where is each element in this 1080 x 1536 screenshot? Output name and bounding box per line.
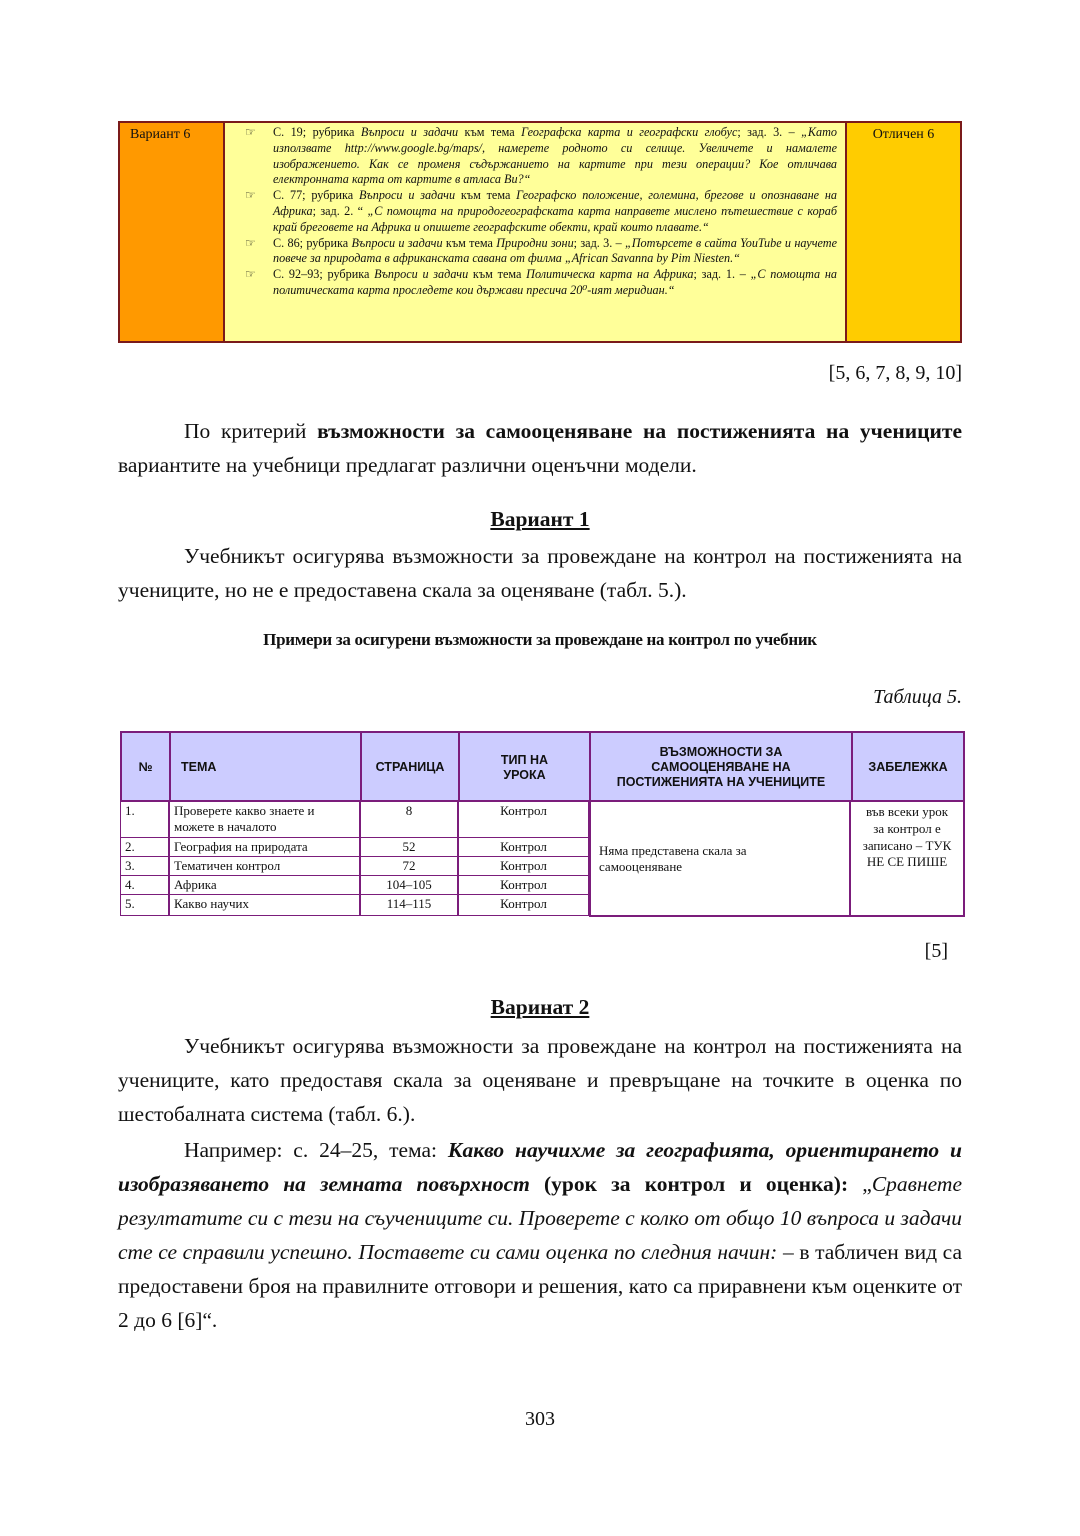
pointing-hand-icon: ☞ [245, 188, 256, 203]
table5-caption: Примери за осигурени възможности за провеждане на контрол по учебник [263, 630, 817, 649]
header-cell-number: № [122, 733, 171, 802]
variant6-item: ☞ С. 86; рубрика Въпроси и задачи към тема Природни зони; зад. 3. – „Потърсете в сайта YouTube и научете повече за природата в африканската савана от филма „African Savanna by Pim Niesten.“ [233, 236, 837, 268]
table-cell-num: 1. [120, 802, 169, 838]
table-cell-page: 114–115 [360, 895, 458, 916]
header-cell-type: ТИП НА УРОКА [460, 733, 591, 802]
variant6-table [118, 121, 962, 343]
table-row [120, 838, 589, 857]
variant2-example: Например: с. 24–25, тема: Какво научихме за географията, ориентирането и изобразяването на земната повърхност (урок за контрол и оценка): „Сравнете резултатите си с тези на съучениците си. Проверете с колко от общо 10 въпроса и задачи сте се справили успешно. Поставете си сами оценка по следния начин: – в табличен вид са предоставени броя на правилните отговори и решения, като са приравнени към оценките от 2 до 6 [6]“. [118, 1138, 963, 1332]
reference-top: [5, 6, 7, 8, 9, 10] [828, 362, 962, 384]
table-row [120, 802, 589, 838]
pointing-hand-icon: ☞ [245, 125, 256, 139]
note-cell: във всеки урок за контрол е записано – ТУК НЕ СЕ ПИШЕ [851, 802, 965, 917]
table-cell-topic: География на природата [169, 838, 360, 857]
table-cell-topic: Африка [169, 876, 360, 895]
table-cell-num: 3. [120, 857, 169, 876]
table-cell-type: Контрол [458, 802, 589, 838]
pointing-hand-icon: ☞ [245, 267, 256, 282]
table-row [120, 895, 589, 916]
variant6-item: ☞ С. 77; рубрика Въпроси и задачи към тема Географско положение, големина, брегове и опознаване на Африка; зад. 2. “ „С помощта на природогеографската карта направете мислено пътешествие с кораб край бреговете на Африка и опишете географските обекти, край които плавате.“ [233, 188, 837, 235]
table5 [120, 731, 965, 917]
table-cell-page: 52 [360, 838, 458, 857]
variant6-item: ☞ С. 19; рубрика Въпроси и задачи към тема Географска карта и географски глобус; зад. 3. – „Като използвате http://www.google.bg/maps/, намерете родното си селище. Увеличете и намалете изображението. Как се променя съдържанието на картите при тези операции? Кое отличава електронната карта от картите в атласа Ви?“ [233, 125, 837, 188]
table-cell-num: 4. [120, 876, 169, 895]
header-cell-note: ЗАБЕЛЕЖКА [868, 760, 948, 774]
variant2-text: Учебникът осигурява възможности за провеждане на контрол на постиженията на учениците, като предоставя скала за оценяване и превръщане на точките в оценка по шестобалната система (табл. 6.). [118, 1034, 962, 1126]
variant6-grade-cell: Отличен 6 [847, 123, 960, 341]
header-cell-self-assessment: ВЪЗМОЖНОСТИ ЗА САМООЦЕНЯВАНЕ НА ПОСТИЖЕНИЯТА НА УЧЕНИЦИТЕ [591, 733, 853, 802]
table-cell-type: Контрол [458, 838, 589, 857]
table-cell-num: 2. [120, 838, 169, 857]
table-cell-topic: Проверете какво знаете и можете в началото [169, 802, 360, 838]
table5-label: Таблица 5. [873, 686, 962, 708]
variant1-heading: Вариант 1 [490, 507, 590, 531]
header-cell-page: СТРАНИЦА [362, 733, 460, 802]
table-row [120, 857, 589, 876]
reference-table5: [5] [924, 940, 948, 962]
table-cell-type: Контрол [458, 895, 589, 916]
header-cell-topic: ТЕМА [171, 733, 362, 802]
table-cell-topic: Какво научих [169, 895, 360, 916]
variant6-item: ☞ С. 92–93; рубрика Въпроси и задачи към тема Политическа карта на Африка; зад. 1. – „С помощта на политическата карта проследете кои държави пресича 20⁰-ият меридиан.“ [233, 267, 837, 299]
variant6-items-cell [225, 123, 847, 341]
table-cell-type: Контрол [458, 876, 589, 895]
variant1-text: Учебникът осигурява възможности за провеждане на контрол на постиженията на учениците, но не е предоставена скала за оценяване (табл. 5.). [118, 544, 962, 602]
criterion-paragraph: По критерий възможности за самооценяване на постиженията на учениците вариантите на учебници предлагат различни оценъчни модели. [118, 419, 962, 477]
pointing-hand-icon: ☞ [245, 235, 256, 250]
table-row [120, 876, 589, 895]
self-assessment-cell: Няма представена скала за самооценяване [589, 802, 851, 917]
table-cell-page: 8 [360, 802, 458, 838]
variant2-heading: Варинат 2 [490, 995, 590, 1019]
table-cell-type: Контрол [458, 857, 589, 876]
table-cell-topic: Тематичен контрол [169, 857, 360, 876]
variant6-label-cell: Вариант 6 [120, 123, 225, 341]
table5-header [120, 731, 965, 802]
page-number: 303 [525, 1408, 555, 1430]
table-cell-page: 104–105 [360, 876, 458, 895]
table-cell-num: 5. [120, 895, 169, 916]
table-cell-page: 72 [360, 857, 458, 876]
